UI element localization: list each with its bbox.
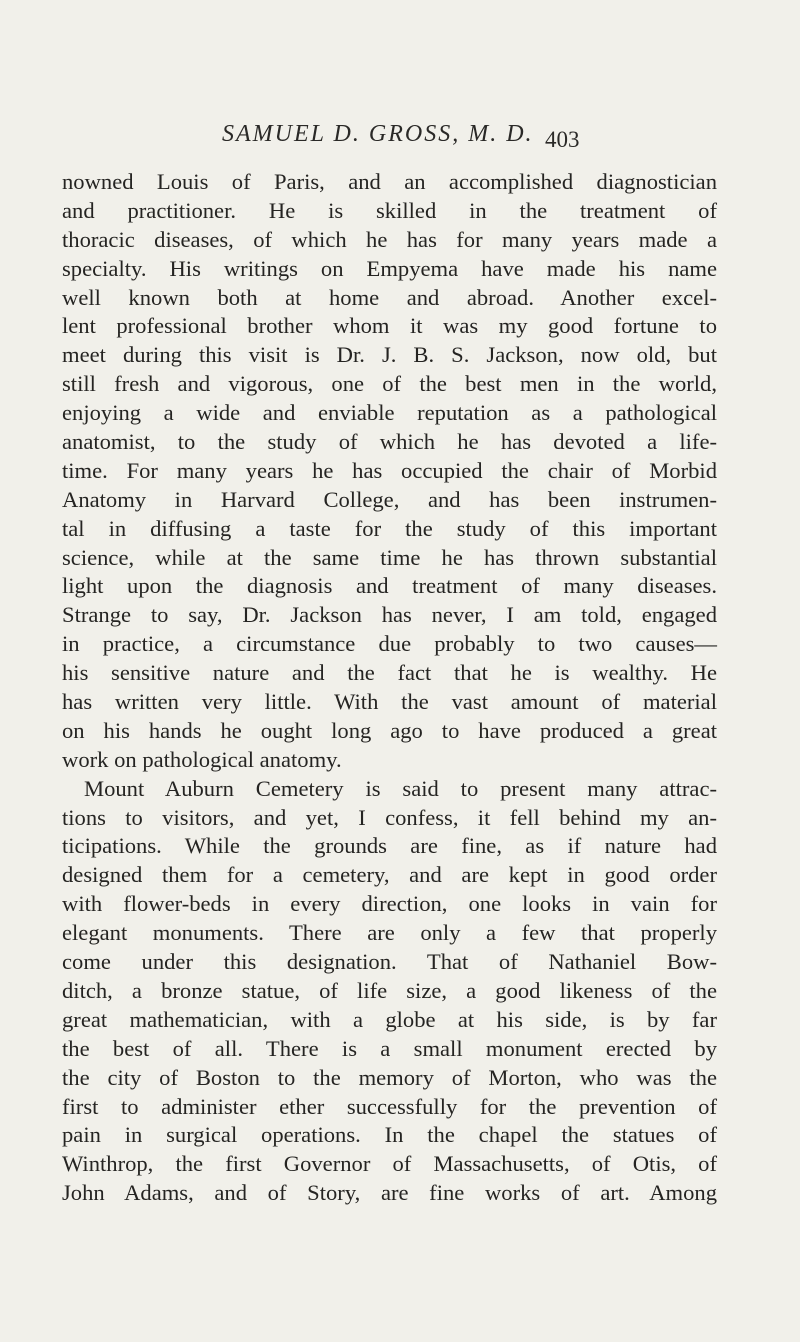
body-text xyxy=(62,168,717,1208)
text-line: time. For many years he has occupied the chair of Morbid xyxy=(62,457,717,483)
text-line: elegant monuments. There are only a few that properly xyxy=(62,920,717,946)
text-line: his sensitive nature and the fact that he is wealthy. He xyxy=(62,660,717,686)
text-line: lent professional brother whom it was my good fortune to xyxy=(62,313,717,339)
text-line: nowned Louis of Paris, and an accomplished diagnostician xyxy=(62,169,717,194)
running-head xyxy=(0,119,800,152)
running-title: SAMUEL D. GROSS, M. D. xyxy=(222,121,534,147)
text-line: science, while at the same time he has thrown substantial xyxy=(62,544,717,570)
text-line: enjoying a wide and enviable reputation as a pathological xyxy=(62,400,717,426)
paragraph-mount-auburn xyxy=(62,775,717,1208)
text-line: tal in diffusing a taste for the study of this important xyxy=(62,515,717,541)
paragraph-jackson xyxy=(62,168,717,775)
text-line: tions to visitors, and yet, I confess, it fell behind my an- xyxy=(62,804,717,830)
text-line: and practitioner. He is skilled in the treatment of xyxy=(62,197,717,223)
text-line: the best of all. There is a small monument erected by xyxy=(62,1035,717,1061)
text-line: still fresh and vigorous, one of the best men in the world, xyxy=(62,371,717,397)
text-line: meet during this visit is Dr. J. B. S. Jackson, now old, but xyxy=(62,342,717,368)
text-line: great mathematician, with a globe at his side, is by far xyxy=(62,1006,717,1032)
text-line: has written very little. With the vast amount of material xyxy=(62,689,717,715)
text-line: the city of Boston to the memory of Morton, who was the xyxy=(62,1064,717,1090)
text-line: pain in surgical operations. In the chapel the statues of xyxy=(62,1122,717,1148)
text-line: specialty. His writings on Empyema have made his name xyxy=(62,255,717,281)
text-line: on his hands he ought long ago to have produced a great xyxy=(62,717,717,743)
text-line: Mount Auburn Cemetery is said to present many attrac- xyxy=(84,775,717,801)
text-line: anatomist, to the study of which he has devoted a life- xyxy=(62,429,717,455)
text-line: John Adams, and of Story, are fine works of art. Among xyxy=(62,1180,717,1206)
text-line: Winthrop, the first Governor of Massachusetts, of Otis, of xyxy=(62,1151,717,1177)
text-line: first to administer ether successfully for the prevention of xyxy=(62,1093,717,1119)
page-number: 403 xyxy=(545,127,580,152)
text-line: work on pathological anatomy. xyxy=(62,746,342,772)
text-line: ticipations. While the grounds are fine, as if nature had xyxy=(62,833,717,859)
text-line: Strange to say, Dr. Jackson has never, I am told, engaged xyxy=(62,602,717,628)
text-line: light upon the diagnosis and treatment of many diseases. xyxy=(62,573,717,599)
text-line: come under this designation. That of Nathaniel Bow- xyxy=(62,949,717,975)
text-line: designed them for a cemetery, and are kept in good order xyxy=(62,862,717,888)
text-line: ditch, a bronze statue, of life size, a good likeness of the xyxy=(62,977,717,1003)
text-line: thoracic diseases, of which he has for many years made a xyxy=(62,226,717,252)
text-line: well known both at home and abroad. Another excel- xyxy=(62,284,717,310)
text-line: with flower-beds in every direction, one looks in vain for xyxy=(62,891,717,917)
text-line: in practice, a circumstance due probably to two causes— xyxy=(62,631,717,657)
text-line: Anatomy in Harvard College, and has been instrumen- xyxy=(62,486,717,512)
